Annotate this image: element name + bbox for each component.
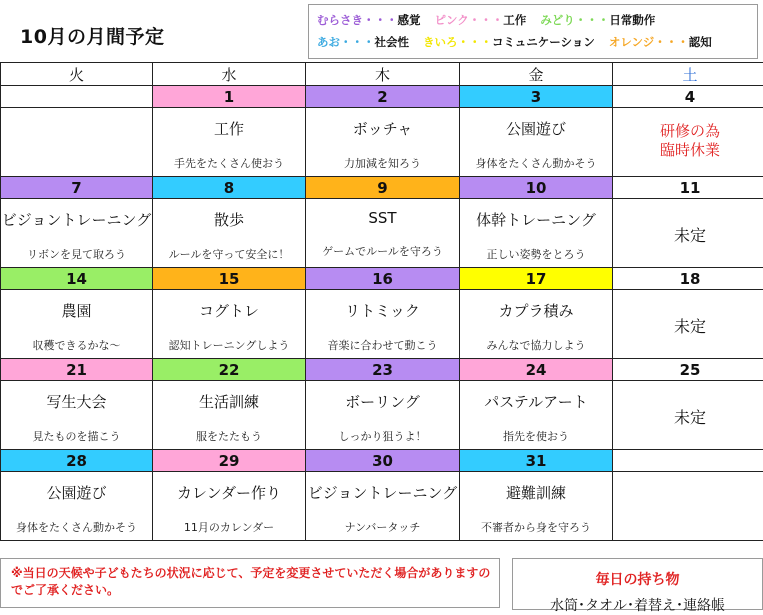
legend-row-2	[317, 34, 722, 50]
activity-note: 11月のカレンダー	[153, 519, 305, 535]
activity-note: しっかり狙うよ！	[306, 428, 459, 444]
activity-cell	[153, 472, 306, 541]
daily-belongings-box	[512, 558, 763, 610]
date-cell: 24	[460, 359, 613, 381]
legend-desc: 認知	[689, 35, 712, 49]
legend-sep: ・・・	[340, 35, 375, 49]
date-cell: 29	[153, 450, 306, 472]
date-cell: 8	[153, 177, 306, 199]
activity-cell	[153, 290, 306, 359]
date-cell	[1, 86, 153, 108]
date-cell: 21	[1, 359, 153, 381]
activity-note: ゲームでルールを守ろう	[306, 243, 459, 259]
legend-key: あお	[317, 35, 340, 49]
date-cell: 25	[613, 359, 763, 381]
activity-cell	[613, 290, 763, 359]
closure-notice: 研修の為 臨時休業	[613, 122, 763, 160]
activity-title: コグトレ	[153, 300, 305, 321]
activity-cell	[153, 381, 306, 450]
legend-key: ピンク	[435, 13, 469, 27]
legend-desc: コミュニケーション	[492, 35, 595, 49]
activity-note: 手先をたくさん使おう	[153, 155, 305, 171]
legend-item	[317, 34, 409, 50]
weekday-fri: 金	[460, 63, 613, 86]
date-cell: 14	[1, 268, 153, 290]
legend-desc: 日常動作	[609, 13, 655, 27]
activity-note: 不審者から身を守ろう	[460, 519, 612, 535]
activity-cell	[460, 472, 613, 541]
activity-row	[1, 108, 763, 177]
activity-cell	[460, 199, 613, 268]
legend-row-1	[317, 12, 665, 28]
activity-title: ボッチャ	[306, 118, 459, 139]
calendar-table	[0, 62, 763, 541]
date-row	[1, 177, 763, 199]
activity-note: 力加減を知ろう	[306, 155, 459, 171]
activity-title: SST	[306, 209, 459, 227]
legend-key: きいろ	[423, 35, 458, 49]
activity-note: リボンを見て取ろう	[1, 246, 152, 262]
activity-note: 身体をたくさん動かそう	[1, 519, 152, 535]
activity-cell	[153, 199, 306, 268]
activity-note: みんなで協力しよう	[460, 337, 612, 353]
date-cell: 30	[306, 450, 460, 472]
activity-title: 農園	[1, 300, 152, 321]
activity-note: 見たものを描こう	[1, 428, 152, 444]
activity-cell	[306, 199, 460, 268]
legend-item	[317, 12, 421, 28]
weekday-thu: 木	[306, 63, 460, 86]
legend-item	[540, 12, 655, 28]
activity-title: ボーリング	[306, 391, 459, 412]
activity-note: 服をたたもう	[153, 428, 305, 444]
activity-title: 散歩	[153, 209, 305, 230]
activity-cell	[460, 108, 613, 177]
legend-sep: ・・・	[654, 35, 689, 49]
activity-title: 公園遊び	[1, 482, 152, 503]
activity-cell	[613, 108, 763, 177]
activity-note: 認知トレーニングしよう	[153, 337, 305, 353]
page-title: 10月の月間予定	[20, 22, 164, 49]
activity-note: 正しい姿勢をとろう	[460, 246, 612, 262]
activity-title: 写生大会	[1, 391, 152, 412]
legend-item	[423, 34, 595, 50]
date-cell: 31	[460, 450, 613, 472]
activity-title: 体幹トレーニング	[460, 209, 612, 230]
activity-title: ビジョントレーニング	[1, 209, 152, 230]
legend-sep: ・・・	[363, 13, 398, 27]
color-legend	[308, 4, 758, 59]
undecided-label: 未定	[613, 314, 763, 337]
activity-note: 指先を使おう	[460, 428, 612, 444]
date-cell: 17	[460, 268, 613, 290]
activity-title: ビジョントレーニング	[306, 482, 459, 503]
activity-cell	[1, 472, 153, 541]
date-cell: 7	[1, 177, 153, 199]
activity-cell	[460, 290, 613, 359]
date-row	[1, 268, 763, 290]
activity-title: カプラ積み	[460, 300, 612, 321]
legend-key: みどり	[540, 13, 575, 27]
activity-note: 収穫できるかな～	[1, 337, 152, 353]
belongings-items: 水筒･タオル･着替え･連絡帳	[513, 595, 762, 615]
legend-sep: ・・・	[575, 13, 610, 27]
activity-cell	[1, 381, 153, 450]
activity-title: リトミック	[306, 300, 459, 321]
legend-desc: 感覚	[398, 13, 421, 27]
weekday-wed: 水	[153, 63, 306, 86]
schedule-change-notice: ※当日の天候や子どもたちの状況に応じて、予定を変更させていただく場合がありますのでご了承ください。	[0, 558, 500, 608]
legend-key: むらさき	[317, 13, 363, 27]
activity-title: 公園遊び	[460, 118, 612, 139]
legend-sep: ・・・	[458, 35, 493, 49]
activity-note: 身体をたくさん動かそう	[460, 155, 612, 171]
activity-row	[1, 381, 763, 450]
date-cell: 22	[153, 359, 306, 381]
date-cell: 16	[306, 268, 460, 290]
activity-title: パステルアート	[460, 391, 612, 412]
weeks-body	[1, 86, 763, 541]
activity-row	[1, 199, 763, 268]
activity-cell	[460, 381, 613, 450]
activity-title: カレンダー作り	[153, 482, 305, 503]
date-cell: 2	[306, 86, 460, 108]
activity-note: 音楽に合わせて動こう	[306, 337, 459, 353]
activity-cell	[306, 381, 460, 450]
activity-cell	[153, 108, 306, 177]
date-cell: 4	[613, 86, 763, 108]
date-cell: 10	[460, 177, 613, 199]
activity-note: ナンバータッチ	[306, 519, 459, 535]
activity-row	[1, 290, 763, 359]
activity-cell	[1, 290, 153, 359]
legend-sep: ・・・	[469, 13, 504, 27]
legend-item	[435, 12, 527, 28]
legend-item	[609, 34, 712, 50]
date-row	[1, 450, 763, 472]
date-row	[1, 359, 763, 381]
activity-title: 生活訓練	[153, 391, 305, 412]
activity-cell	[613, 472, 763, 541]
activity-cell	[613, 199, 763, 268]
activity-title: 避難訓練	[460, 482, 612, 503]
legend-key: オレンジ	[609, 35, 654, 49]
belongings-title: 毎日の持ち物	[513, 569, 762, 589]
date-cell: 3	[460, 86, 613, 108]
activity-cell	[306, 108, 460, 177]
date-cell: 28	[1, 450, 153, 472]
activity-row	[1, 472, 763, 541]
undecided-label: 未定	[613, 223, 763, 246]
legend-desc: 工作	[503, 13, 526, 27]
activity-cell	[1, 199, 153, 268]
undecided-label: 未定	[613, 405, 763, 428]
weekday-tue: 火	[1, 63, 153, 86]
activity-note: ルールを守って安全に！	[153, 246, 305, 262]
date-cell: 1	[153, 86, 306, 108]
activity-cell	[1, 108, 153, 177]
weekday-header-row	[1, 63, 763, 86]
date-cell	[613, 450, 763, 472]
weekday-sat: 土	[613, 63, 763, 86]
activity-title: 工作	[153, 118, 305, 139]
date-cell: 15	[153, 268, 306, 290]
date-cell: 23	[306, 359, 460, 381]
date-cell: 11	[613, 177, 763, 199]
legend-desc: 社会性	[375, 35, 410, 49]
date-cell: 9	[306, 177, 460, 199]
activity-cell	[306, 472, 460, 541]
date-cell: 18	[613, 268, 763, 290]
activity-cell	[613, 381, 763, 450]
date-row	[1, 86, 763, 108]
activity-cell	[306, 290, 460, 359]
